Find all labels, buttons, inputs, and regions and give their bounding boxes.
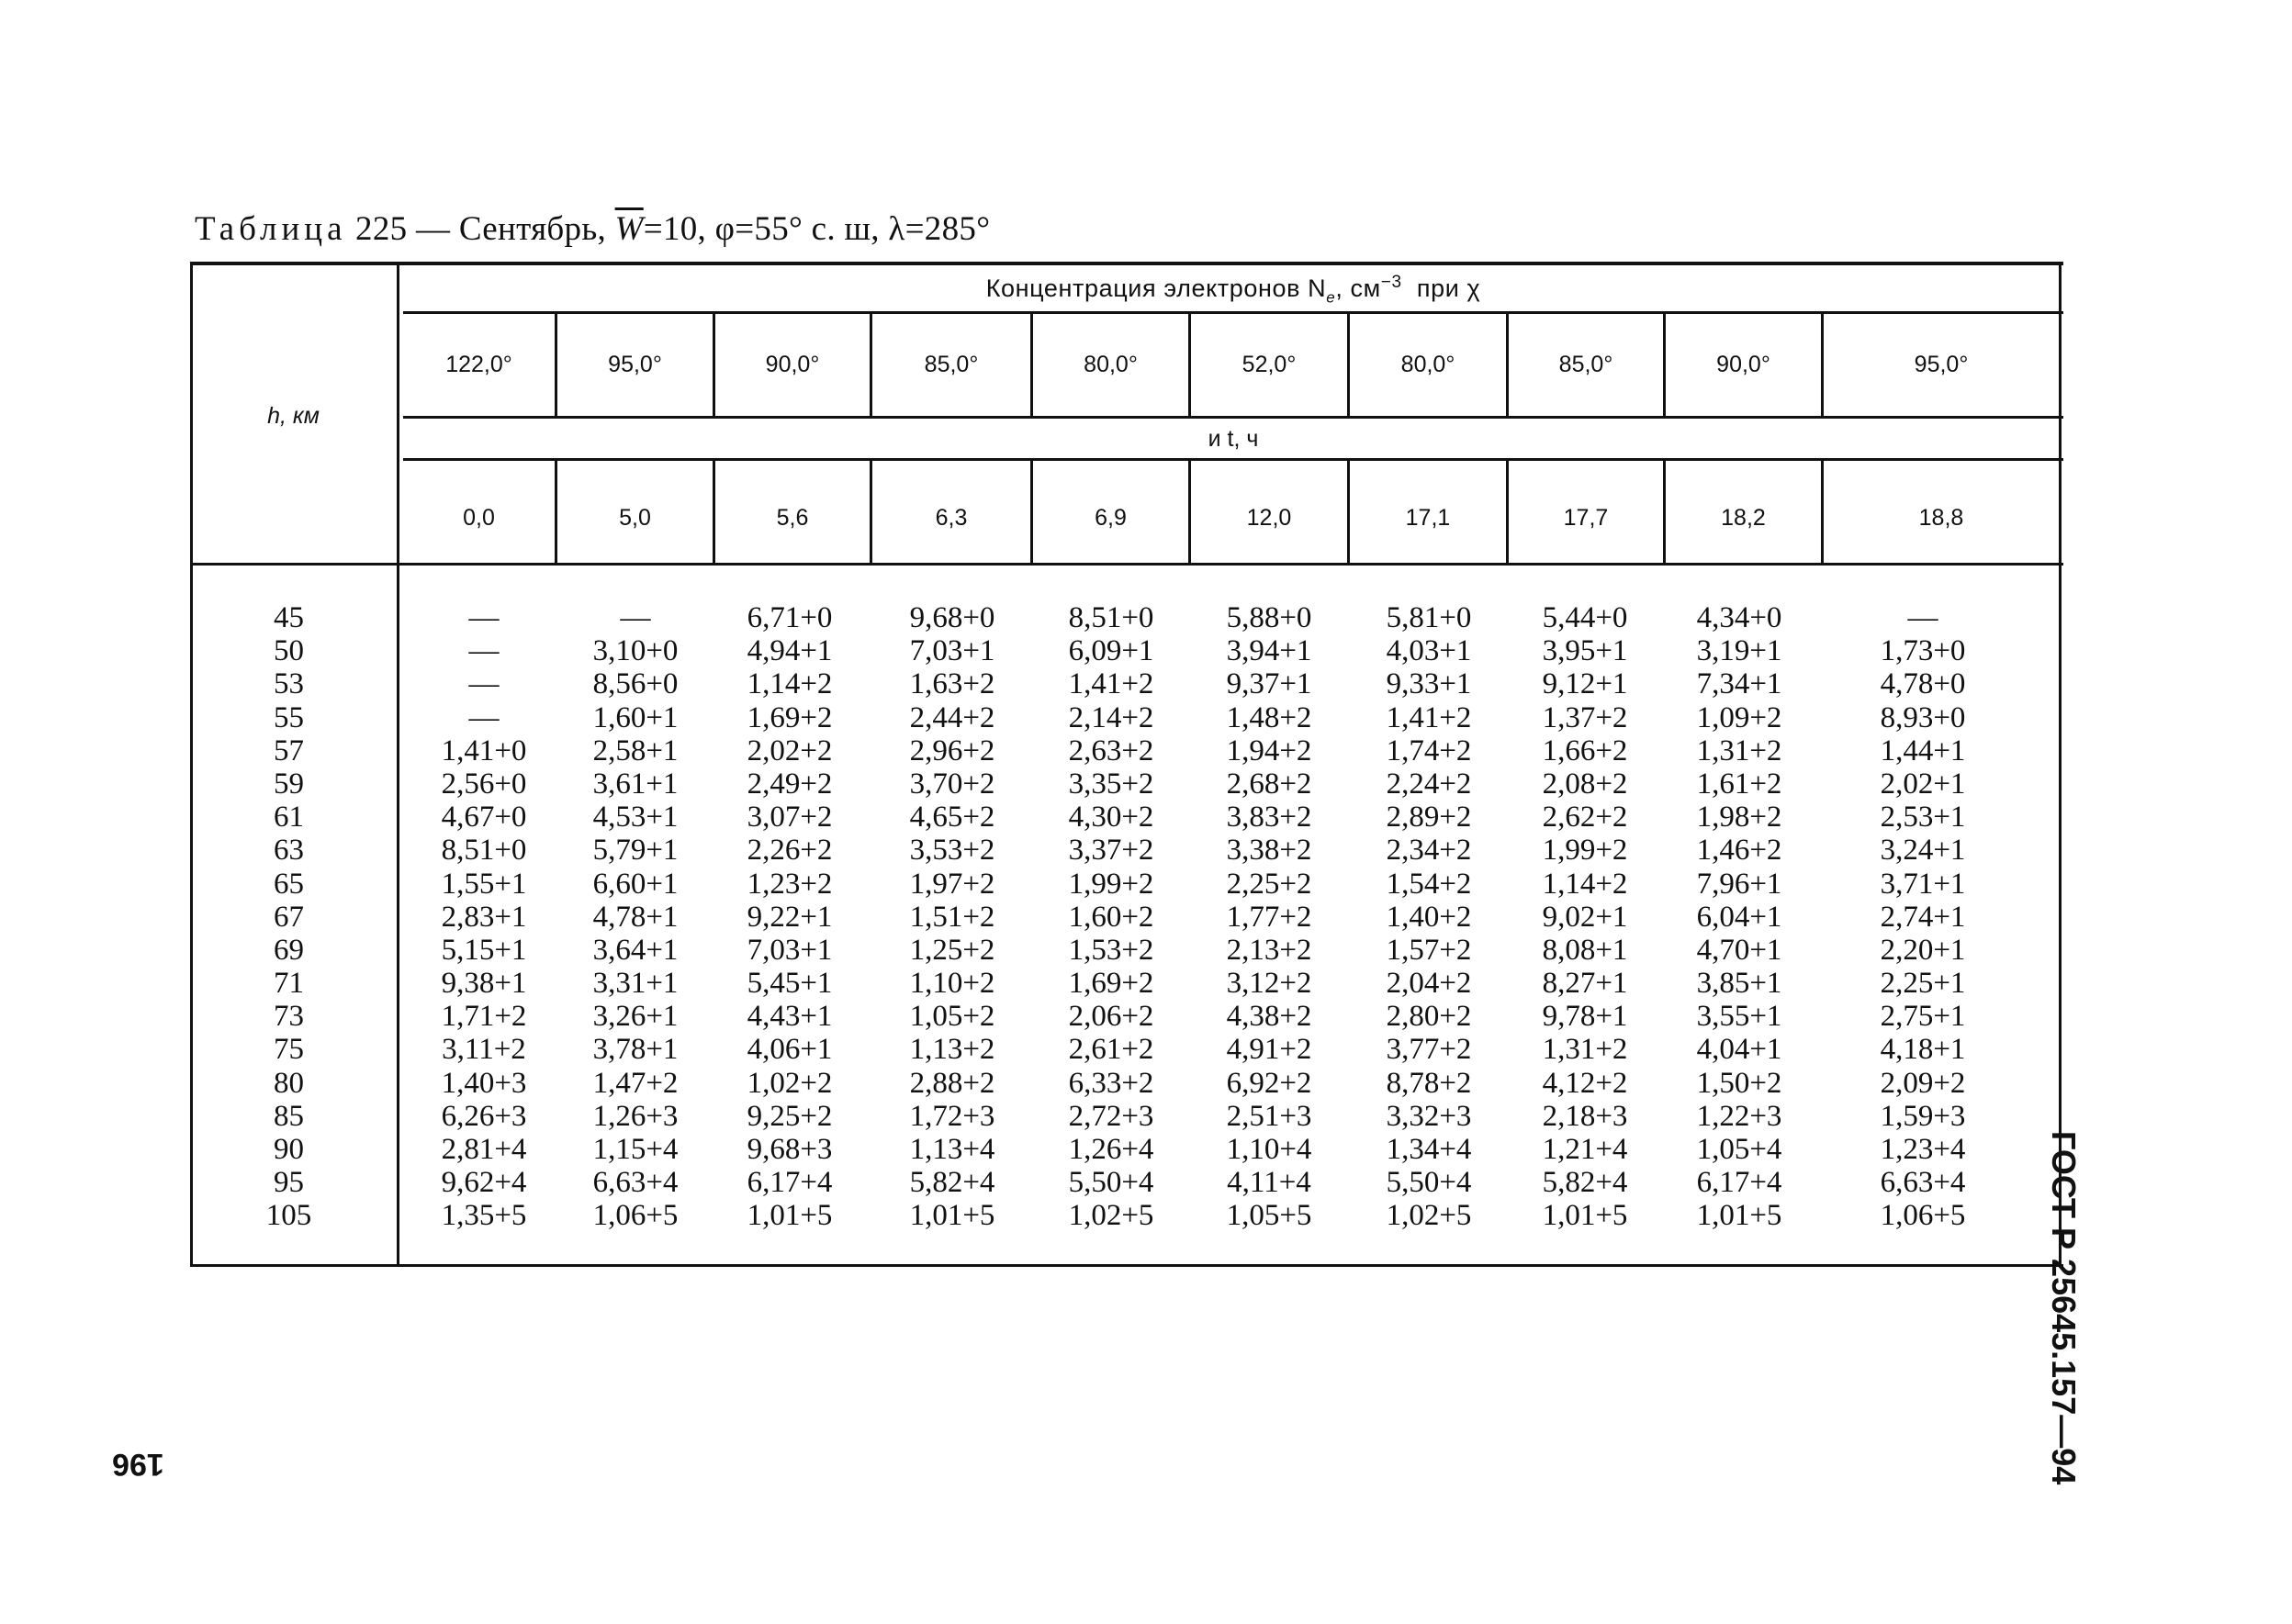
table-cell: 1,10+4 xyxy=(1226,1133,1312,1166)
table-cell: 1,37+2 xyxy=(1542,700,1628,734)
time-header-cell: 6,3 xyxy=(935,505,968,531)
table-cell: 2,58+1 xyxy=(592,734,679,767)
table-cell: 3,55+1 xyxy=(1696,1000,1782,1034)
height-cell: 67 xyxy=(274,900,304,934)
table-cell: 7,03+1 xyxy=(747,933,833,967)
data-column xyxy=(567,601,704,1233)
height-cell: 50 xyxy=(274,634,304,668)
table-cell: 6,63+4 xyxy=(1880,1166,1966,1200)
table-cell: — xyxy=(468,601,500,634)
table-cell: 8,78+2 xyxy=(1386,1066,1472,1100)
table-cell: 1,48+2 xyxy=(1226,700,1312,734)
table-cell: 1,69+2 xyxy=(747,700,833,734)
table-cell: 3,95+1 xyxy=(1542,634,1628,668)
data-column xyxy=(415,601,553,1233)
table-cell: 1,35+5 xyxy=(441,1199,527,1233)
height-cell: 75 xyxy=(274,1033,304,1067)
table-cell: 8,93+0 xyxy=(1880,700,1966,734)
header-title-end: при χ xyxy=(1401,274,1481,302)
table-cell: 4,67+0 xyxy=(441,801,527,834)
table-cell: 2,96+2 xyxy=(909,734,995,767)
table-cell: 3,77+2 xyxy=(1386,1033,1472,1067)
table-cell: 1,01+5 xyxy=(747,1199,833,1233)
table-cell: 1,60+2 xyxy=(1068,900,1154,934)
table-cell: 2,34+2 xyxy=(1386,834,1472,868)
time-header-cell: 5,6 xyxy=(776,505,809,531)
height-cell: 80 xyxy=(274,1066,304,1100)
chi-header-cell: 80,0° xyxy=(1400,352,1455,377)
table-right-border xyxy=(2059,262,2062,1266)
table-cell: 5,44+0 xyxy=(1542,601,1628,634)
height-cell: 71 xyxy=(274,967,304,1001)
table-cell: 3,85+1 xyxy=(1696,967,1782,1001)
page-number: 196 xyxy=(112,1447,164,1482)
header-rule-3 xyxy=(403,458,2063,461)
table-cell: 2,02+2 xyxy=(747,734,833,767)
table-cell: 8,08+1 xyxy=(1542,933,1628,967)
table-cell: 6,33+2 xyxy=(1068,1066,1154,1100)
table-cell: 8,56+0 xyxy=(592,667,679,701)
table-cell: 3,94+1 xyxy=(1226,634,1312,668)
table-cell: 1,02+5 xyxy=(1386,1199,1472,1233)
table-cell: 4,34+0 xyxy=(1696,601,1782,634)
table-cell: 3,31+1 xyxy=(592,967,679,1001)
table-cell: 3,32+3 xyxy=(1386,1099,1472,1133)
table-cell: 5,88+0 xyxy=(1226,601,1312,634)
height-cell: 55 xyxy=(274,700,304,734)
table-cell: 3,35+2 xyxy=(1068,767,1154,801)
table-cell: 9,02+1 xyxy=(1542,900,1628,934)
table-cell: 3,26+1 xyxy=(592,1000,679,1034)
time-header-cell: 18,8 xyxy=(1918,505,1964,531)
data-column xyxy=(1854,601,1992,1233)
chi-header-cell: 85,0° xyxy=(924,352,979,377)
table-cell: 4,43+1 xyxy=(747,1000,833,1034)
table-cell: 1,23+2 xyxy=(747,867,833,901)
table-cell: 6,63+4 xyxy=(592,1166,679,1200)
table-cell: 1,51+2 xyxy=(909,900,995,934)
header-title-unit: , см xyxy=(1335,274,1381,302)
chi-header-cell: 90,0° xyxy=(765,352,820,377)
table-cell: 9,68+3 xyxy=(747,1133,833,1166)
table-cell: 1,15+4 xyxy=(592,1133,679,1166)
table-cell: 4,38+2 xyxy=(1226,1000,1312,1034)
time-header-cell: 5,0 xyxy=(619,505,651,531)
table-cell: 9,68+0 xyxy=(909,601,995,634)
table-cell: 5,82+4 xyxy=(909,1166,995,1200)
table-cell: 9,78+1 xyxy=(1542,1000,1628,1034)
table-cell: 3,78+1 xyxy=(592,1033,679,1067)
table-cell: 1,13+4 xyxy=(909,1133,995,1166)
table-cell: 3,10+0 xyxy=(592,634,679,668)
data-column xyxy=(1360,601,1498,1233)
table-cell: 1,54+2 xyxy=(1386,867,1472,901)
table-cell: 1,14+2 xyxy=(1542,867,1628,901)
table-cell: 2,09+2 xyxy=(1880,1066,1966,1100)
table-cell: 1,25+2 xyxy=(909,933,995,967)
chi-header-cell: 95,0° xyxy=(1914,352,1969,377)
table-cell: 1,46+2 xyxy=(1696,834,1782,868)
chi-header-cell: 85,0° xyxy=(1558,352,1613,377)
table-cell: 1,05+5 xyxy=(1226,1199,1312,1233)
table-cell: 9,25+2 xyxy=(747,1099,833,1133)
table-cell: 2,68+2 xyxy=(1226,767,1312,801)
table-cell: 2,25+2 xyxy=(1226,867,1312,901)
table-cell: 9,12+1 xyxy=(1542,667,1628,701)
table-cell: 1,01+5 xyxy=(1696,1199,1782,1233)
header-title xyxy=(403,273,2063,307)
time-label: и t, ч xyxy=(1208,426,1259,452)
table-cell: 1,57+2 xyxy=(1386,933,1472,967)
table-cell: 1,01+5 xyxy=(1542,1199,1628,1233)
table-cell: 4,03+1 xyxy=(1386,634,1472,668)
table-cell: 1,34+4 xyxy=(1386,1133,1472,1166)
table-cell: — xyxy=(468,700,500,734)
table-cell: 7,34+1 xyxy=(1696,667,1782,701)
table-cell: 4,12+2 xyxy=(1542,1066,1628,1100)
height-cell: 95 xyxy=(274,1166,304,1200)
table-cell: 2,13+2 xyxy=(1226,933,1312,967)
table-cell: — xyxy=(468,667,500,701)
table-cell: 2,80+2 xyxy=(1386,1000,1472,1034)
table-cell: 6,92+2 xyxy=(1226,1066,1312,1100)
table-cell: 4,78+0 xyxy=(1880,667,1966,701)
table-cell: 6,26+3 xyxy=(441,1099,527,1133)
time-header-cell: 17,7 xyxy=(1563,505,1609,531)
table-cell: 4,30+2 xyxy=(1068,801,1154,834)
table-cell: 1,40+3 xyxy=(441,1066,527,1100)
data-column xyxy=(721,601,859,1233)
table-cell: 1,06+5 xyxy=(592,1199,679,1233)
table-cell: 3,64+1 xyxy=(592,933,679,967)
table-cell: 5,82+4 xyxy=(1542,1166,1628,1200)
time-header-cell: 6,9 xyxy=(1095,505,1127,531)
table-cell: 5,81+0 xyxy=(1386,601,1472,634)
table-cell: 1,02+5 xyxy=(1068,1199,1154,1233)
table-cell: 1,26+4 xyxy=(1068,1133,1154,1166)
electron-concentration-table xyxy=(190,262,2063,1271)
table-cell: 2,53+1 xyxy=(1880,801,1966,834)
table-cell: 5,15+1 xyxy=(441,933,527,967)
table-cell: — xyxy=(620,601,651,634)
table-cell: 1,53+2 xyxy=(1068,933,1154,967)
data-column xyxy=(1670,601,1808,1233)
table-cell: 2,51+3 xyxy=(1226,1099,1312,1133)
table-cell: 3,71+1 xyxy=(1880,867,1966,901)
table-cell: 1,99+2 xyxy=(1542,834,1628,868)
table-cell: 8,51+0 xyxy=(1068,601,1154,634)
table-cell: 6,04+1 xyxy=(1696,900,1782,934)
table-cell: 2,62+2 xyxy=(1542,801,1628,834)
table-cell: 1,55+1 xyxy=(441,867,527,901)
h-km-label: h, км xyxy=(267,403,320,429)
chi-header-cell: 122,0° xyxy=(445,352,512,377)
table-cell: 2,56+0 xyxy=(441,767,527,801)
table-cell: 3,70+2 xyxy=(909,767,995,801)
table-cell: 4,65+2 xyxy=(909,801,995,834)
side-running-header: ГОСТ Р 25645.157—94 xyxy=(2045,1131,2083,1485)
table-cell: 2,18+3 xyxy=(1542,1099,1628,1133)
table-cell: 7,03+1 xyxy=(909,634,995,668)
table-cell: 1,74+2 xyxy=(1386,734,1472,767)
table-cell: 9,22+1 xyxy=(747,900,833,934)
table-cell: 1,97+2 xyxy=(909,867,995,901)
time-header-cell: 12,0 xyxy=(1246,505,1292,531)
time-header-cell: 18,2 xyxy=(1721,505,1766,531)
time-header-cell: 17,1 xyxy=(1405,505,1451,531)
chi-header-cell: 52,0° xyxy=(1242,352,1297,377)
height-cell: 57 xyxy=(274,734,304,767)
data-column xyxy=(1516,601,1654,1233)
chi-header-cell: 95,0° xyxy=(608,352,662,377)
height-cell: 90 xyxy=(274,1133,304,1166)
table-cell: 2,20+1 xyxy=(1880,933,1966,967)
chi-header-cell: 90,0° xyxy=(1716,352,1770,377)
table-cell: 1,01+5 xyxy=(909,1199,995,1233)
table-cell: 6,71+0 xyxy=(747,601,833,634)
table-cell: 2,04+2 xyxy=(1386,967,1472,1001)
table-cell: — xyxy=(1907,601,1938,634)
table-cell: 3,53+2 xyxy=(909,834,995,868)
table-cell: 1,40+2 xyxy=(1386,900,1472,934)
table-cell: 8,51+0 xyxy=(441,834,527,868)
table-cell: 1,26+3 xyxy=(592,1099,679,1133)
table-cell: 2,83+1 xyxy=(441,900,527,934)
table-cell: 1,31+2 xyxy=(1542,1033,1628,1067)
table-cell: 4,04+1 xyxy=(1696,1033,1782,1067)
height-cell: 63 xyxy=(274,834,304,868)
header-title-superscript: −3 xyxy=(1380,273,1402,292)
table-cell: 2,88+2 xyxy=(909,1066,995,1100)
height-cell: 59 xyxy=(274,767,304,801)
table-cell: 4,94+1 xyxy=(747,634,833,668)
time-header-cell: 0,0 xyxy=(463,505,495,531)
table-cell: 3,38+2 xyxy=(1226,834,1312,868)
table-cell: 8,27+1 xyxy=(1542,967,1628,1001)
table-cell: 5,45+1 xyxy=(747,967,833,1001)
table-cell: 2,06+2 xyxy=(1068,1000,1154,1034)
table-cell: 1,99+2 xyxy=(1068,867,1154,901)
table-cell: 1,14+2 xyxy=(747,667,833,701)
table-cell: 5,50+4 xyxy=(1386,1166,1472,1200)
table-cell: 3,11+2 xyxy=(442,1033,526,1067)
table-cell: 1,63+2 xyxy=(909,667,995,701)
table-cell: 2,02+1 xyxy=(1880,767,1966,801)
table-cell: 1,05+4 xyxy=(1696,1133,1782,1166)
table-cell: 1,47+2 xyxy=(592,1066,679,1100)
table-cell: 3,07+2 xyxy=(747,801,833,834)
table-cell: 1,72+3 xyxy=(909,1099,995,1133)
table-cell: 1,44+1 xyxy=(1880,734,1966,767)
table-cell: 9,33+1 xyxy=(1386,667,1472,701)
table-cell: 1,13+2 xyxy=(909,1033,995,1067)
table-cell: 1,09+2 xyxy=(1696,700,1782,734)
table-cell: 2,24+2 xyxy=(1386,767,1472,801)
table-cell: 2,61+2 xyxy=(1068,1033,1154,1067)
table-cell: 2,44+2 xyxy=(909,700,995,734)
height-cell: 53 xyxy=(274,667,304,701)
table-cell: 2,75+1 xyxy=(1880,1000,1966,1034)
table-cell: 2,74+1 xyxy=(1880,900,1966,934)
height-cell: 105 xyxy=(265,1199,312,1233)
header-rule-1 xyxy=(403,311,2063,314)
table-cell: 3,12+2 xyxy=(1226,967,1312,1001)
table-cell: 3,19+1 xyxy=(1696,634,1782,668)
caption-text-a: 225 — Сентябрь, xyxy=(346,210,615,248)
table-cell: 2,72+3 xyxy=(1068,1099,1154,1133)
table-cell: 4,11+4 xyxy=(1227,1166,1311,1200)
table-cell: 9,62+4 xyxy=(441,1166,527,1200)
table-cell: 1,77+2 xyxy=(1226,900,1312,934)
table-cell: 4,06+1 xyxy=(747,1033,833,1067)
table-cell: 1,21+4 xyxy=(1542,1133,1628,1166)
table-cell: 2,81+4 xyxy=(441,1133,527,1166)
table-cell: 4,70+1 xyxy=(1696,933,1782,967)
caption-prefix: Таблица xyxy=(195,210,347,248)
table-cell: 2,25+1 xyxy=(1880,967,1966,1001)
table-cell: 6,17+4 xyxy=(747,1166,833,1200)
table-cell: 2,26+2 xyxy=(747,834,833,868)
table-cell: 1,69+2 xyxy=(1068,967,1154,1001)
table-cell: 1,50+2 xyxy=(1696,1066,1782,1100)
data-column xyxy=(1042,601,1180,1233)
height-column xyxy=(236,601,342,1233)
table-cell: 2,49+2 xyxy=(747,767,833,801)
table-cell: 1,02+2 xyxy=(747,1066,833,1100)
table-cell: 1,23+4 xyxy=(1880,1133,1966,1166)
table-cell: 1,71+2 xyxy=(441,1000,527,1034)
table-cell: 4,91+2 xyxy=(1226,1033,1312,1067)
table-cell: 1,61+2 xyxy=(1696,767,1782,801)
table-caption xyxy=(195,209,990,249)
data-column xyxy=(883,601,1021,1233)
table-cell: 4,18+1 xyxy=(1880,1033,1966,1067)
table-cell: 2,63+2 xyxy=(1068,734,1154,767)
height-cell: 69 xyxy=(274,933,304,967)
header-bottom-rule xyxy=(190,563,2063,566)
table-cell: 2,14+2 xyxy=(1068,700,1154,734)
height-cell: 73 xyxy=(274,1000,304,1034)
height-cell: 45 xyxy=(274,601,304,634)
table-cell: 3,24+1 xyxy=(1880,834,1966,868)
table-cell: 3,61+1 xyxy=(592,767,679,801)
caption-text-b: =10, φ=55° с. ш, λ=285° xyxy=(643,210,991,248)
table-cell: 5,50+4 xyxy=(1068,1166,1154,1200)
table-cell: 6,09+1 xyxy=(1068,634,1154,668)
table-cell: 1,31+2 xyxy=(1696,734,1782,767)
table-cell: — xyxy=(468,634,500,668)
table-cell: 1,59+3 xyxy=(1880,1099,1966,1133)
table-cell: 4,78+1 xyxy=(592,900,679,934)
table-cell: 1,22+3 xyxy=(1696,1099,1782,1133)
table-cell: 9,38+1 xyxy=(441,967,527,1001)
caption-w-symbol: $\overline{W}$ xyxy=(614,210,644,248)
table-cell: 5,79+1 xyxy=(592,834,679,868)
table-cell: 1,98+2 xyxy=(1696,801,1782,834)
header-title-text: Концентрация электронов N xyxy=(985,274,1327,302)
data-column xyxy=(1200,601,1338,1233)
h-column-divider xyxy=(397,262,399,1266)
table-cell: 1,41+0 xyxy=(441,734,527,767)
height-cell: 61 xyxy=(274,801,304,834)
table-cell: 1,66+2 xyxy=(1542,734,1628,767)
table-cell: 1,10+2 xyxy=(909,967,995,1001)
table-cell: 1,41+2 xyxy=(1068,667,1154,701)
table-cell: 2,08+2 xyxy=(1542,767,1628,801)
table-cell: 1,06+5 xyxy=(1880,1199,1966,1233)
height-cell: 85 xyxy=(274,1099,304,1133)
header-rule-2 xyxy=(403,416,2063,419)
table-cell: 1,73+0 xyxy=(1880,634,1966,668)
header-title-subscript: e xyxy=(1326,288,1336,307)
table-cell: 1,60+1 xyxy=(592,700,679,734)
table-cell: 4,53+1 xyxy=(592,801,679,834)
height-cell: 65 xyxy=(274,867,304,901)
table-cell: 9,37+1 xyxy=(1226,667,1312,701)
chi-header-cell: 80,0° xyxy=(1084,352,1138,377)
table-top-rule xyxy=(190,262,2063,265)
table-cell: 7,96+1 xyxy=(1696,867,1782,901)
table-cell: 2,89+2 xyxy=(1386,801,1472,834)
table-cell: 1,41+2 xyxy=(1386,700,1472,734)
table-cell: 6,60+1 xyxy=(592,867,679,901)
table-bottom-rule xyxy=(190,1264,2063,1267)
table-cell: 3,37+2 xyxy=(1068,834,1154,868)
table-cell: 6,17+4 xyxy=(1696,1166,1782,1200)
table-cell: 3,83+2 xyxy=(1226,801,1312,834)
table-cell: 1,94+2 xyxy=(1226,734,1312,767)
table-cell: 1,05+2 xyxy=(909,1000,995,1034)
